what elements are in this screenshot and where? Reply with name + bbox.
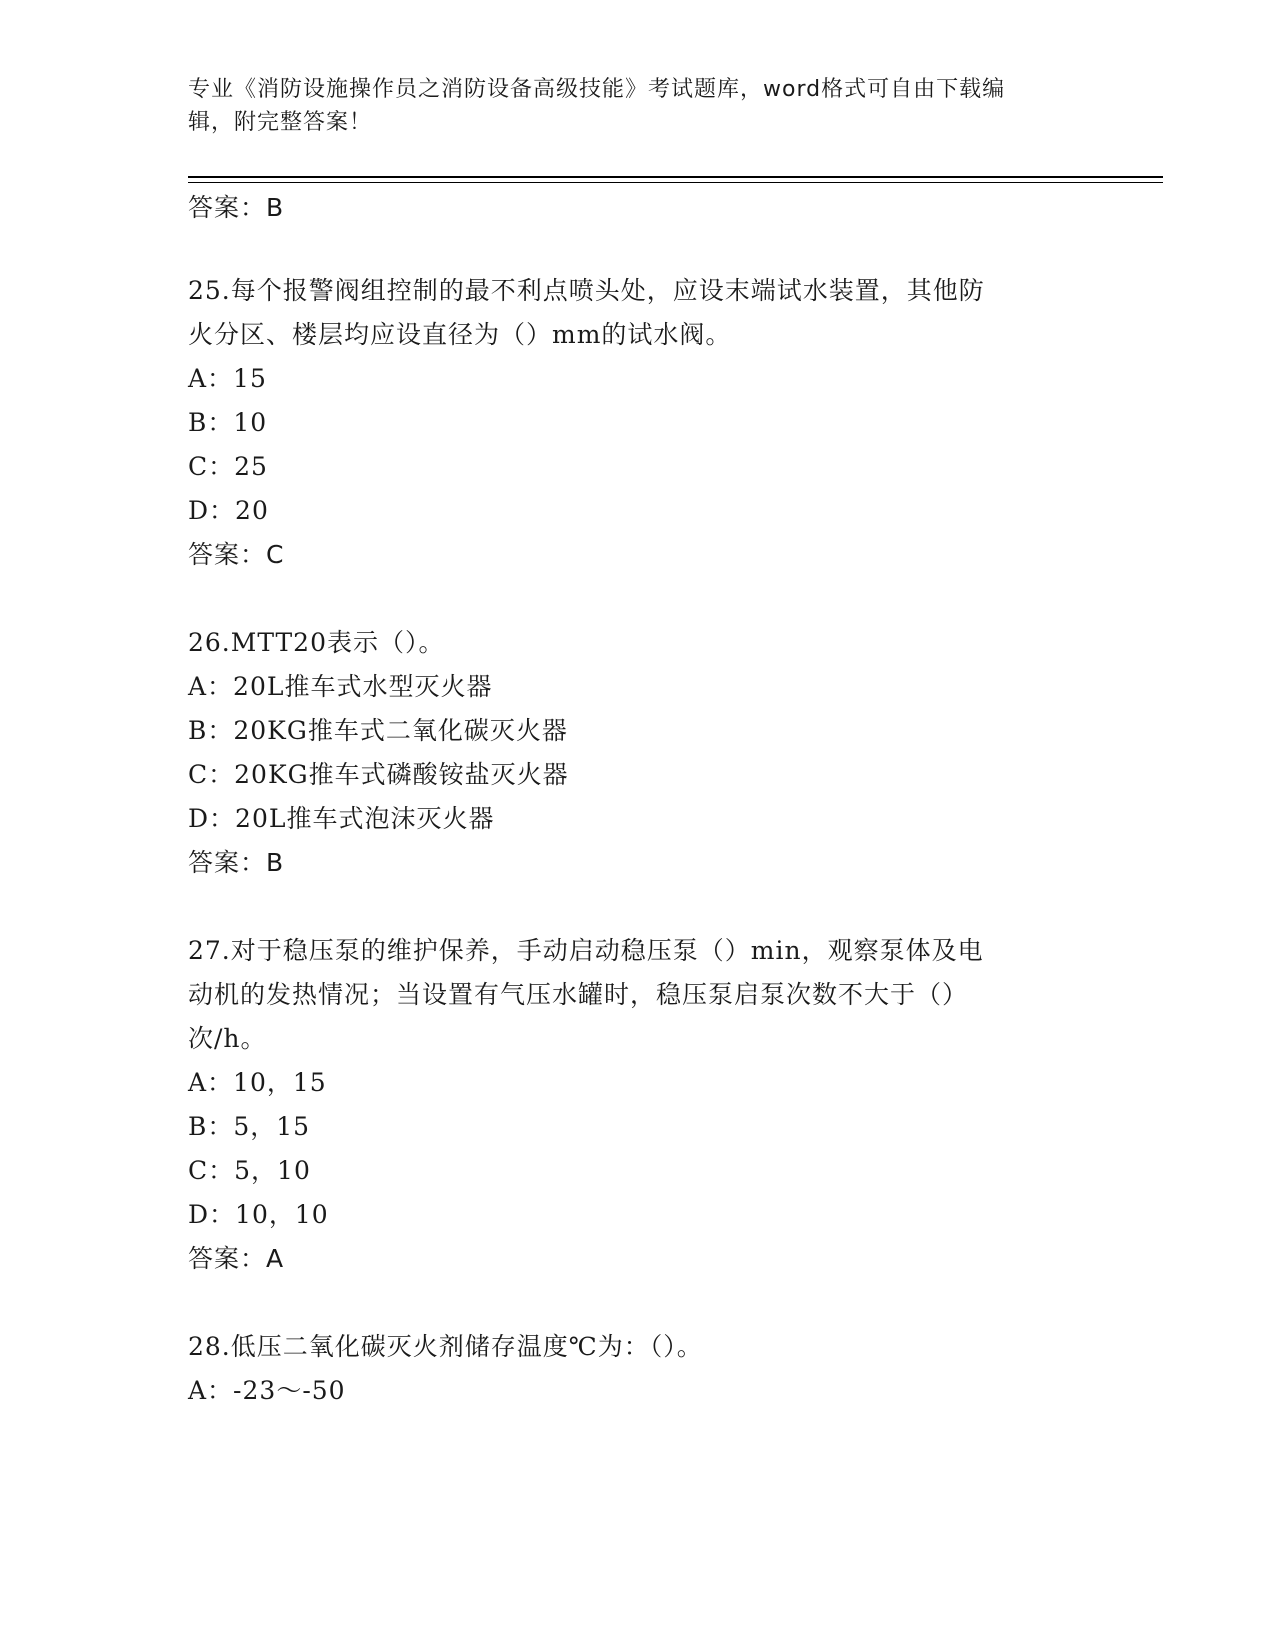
option-b: B：20KG推车式二氧化碳灭火器 <box>188 716 568 745</box>
option-b: B：10 <box>188 408 268 437</box>
answer: 答案：B <box>188 848 285 877</box>
option-a: A：15 <box>188 364 267 393</box>
option-d: D：20 <box>188 496 269 525</box>
option-b: B：5，15 <box>188 1112 311 1141</box>
question-stem-line: 26.MTT20表示（）。 <box>188 628 445 657</box>
option-a: A：-23～-50 <box>188 1376 346 1405</box>
header-line-1: 专业《消防设施操作员之消防设备高级技能》考试题库，word格式可自由下载编 <box>188 77 1006 102</box>
answer: 答案：C <box>188 540 285 569</box>
header-line-2: 辑，附完整答案！ <box>188 110 373 135</box>
question-stem-line: 27.对于稳压泵的维护保养，手动启动稳压泵（）min，观察泵体及电 <box>188 936 984 965</box>
question-stem-line: 28.低压二氧化碳灭火剂储存温度℃为：（）。 <box>188 1332 703 1361</box>
option-a: A：20L推车式水型灭火器 <box>188 672 493 701</box>
question-stem-line: 次/h。 <box>188 1024 267 1053</box>
question-stem-line: 火分区、楼层均应设直径为（）mm的试水阀。 <box>188 320 732 349</box>
question-stem-line: 25.每个报警阀组控制的最不利点喷头处，应设末端试水装置，其他防 <box>188 276 985 305</box>
question-stem-line: 动机的发热情况；当设置有气压水罐时，稳压泵启泵次数不大于（） <box>188 980 969 1009</box>
answer: 答案：A <box>188 1244 285 1273</box>
option-c: C：25 <box>188 452 268 481</box>
header-divider-thick <box>188 176 1163 178</box>
prev-answer: 答案：B <box>188 193 285 222</box>
header-divider-thin <box>188 182 1163 183</box>
option-c: C：20KG推车式磷酸铵盐灭火器 <box>188 760 569 789</box>
option-d: D：10，10 <box>188 1200 329 1229</box>
option-a: A：10，15 <box>188 1068 327 1097</box>
option-d: D：20L推车式泡沫灭火器 <box>188 804 495 833</box>
option-c: C：5，10 <box>188 1156 311 1185</box>
document-header <box>188 73 1088 139</box>
